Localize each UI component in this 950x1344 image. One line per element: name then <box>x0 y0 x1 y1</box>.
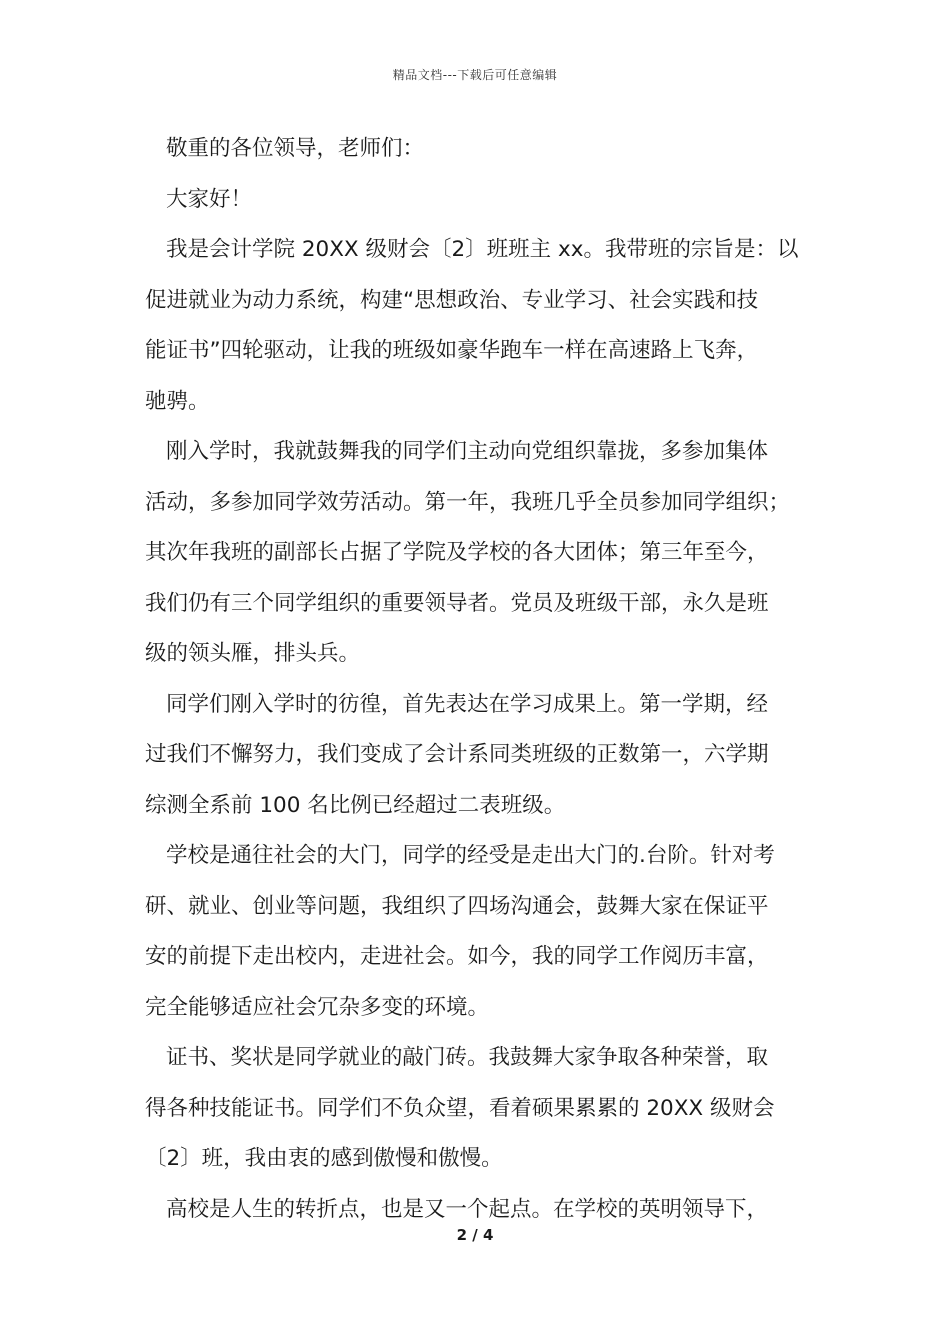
document-body <box>145 124 817 1235</box>
paragraph-greeting <box>145 175 817 226</box>
text-line: 能证书”四轮驱动，让我的班级如豪华跑车一样在高速路上飞奔， <box>145 338 759 363</box>
text-line: 证书、奖状是同学就业的敲门砖。我鼓舞大家争取各种荣誉，取 <box>166 1045 769 1070</box>
text-line: 刚入学时，我就鼓舞我的同学们主动向党组织靠拢，多参加集体 <box>166 439 769 464</box>
text-line: 促进就业为动力系统，构建“思想政治、专业学习、社会实践和技 <box>145 287 759 313</box>
paragraph-social-practice <box>145 831 817 1033</box>
text-line: 高校是人生的转折点，也是又一个起点。在学校的英明领导下， <box>166 1196 769 1222</box>
paragraph-certificates <box>145 1033 817 1185</box>
paragraph-introduction <box>145 225 817 427</box>
text-line: 研、就业、创业等问题，我组织了四场沟通会，鼓舞大家在保证平 <box>145 893 769 919</box>
text-line: 完全能够适应社会冗杂多变的环境。 <box>145 994 490 1020</box>
text-line: 大家好！ <box>166 186 253 212</box>
page-number: 2 / 4 <box>456 1226 494 1244</box>
text-line: 敬重的各位领导，老师们： <box>166 136 425 161</box>
text-line: 得各种技能证书。同学们不负众望，看着硕果累累的 20XX 级财会 <box>145 1095 775 1121</box>
text-line: 级的领头雁，排头兵。 <box>145 641 361 666</box>
text-line: 学校是通往社会的大门，同学的经受是走出大门的.台阶。针对考 <box>166 843 775 868</box>
text-line: 安的前提下走出校内，走进社会。如今，我的同学工作阅历丰富， <box>145 944 769 969</box>
page-header: 精品文档---下载后可任意编辑 <box>392 68 558 82</box>
text-line: 过我们不懈努力，我们变成了会计系同类班级的正数第一，六学期 <box>145 742 769 767</box>
text-line: 〔2〕班，我由衷的感到傲慢和傲慢。 <box>145 1146 503 1171</box>
text-line: 我们仍有三个同学组织的重要领导者。党员及班级干部，永久是班 <box>145 590 769 616</box>
text-line: 其次年我班的副部长占据了学院及学校的各大团体；第三年至今， <box>145 540 769 565</box>
text-line: 同学们刚入学时的彷徨，首先表达在学习成果上。第一学期，经 <box>166 691 769 717</box>
text-line: 驰骋。 <box>145 388 210 414</box>
paragraph-party-organization <box>145 427 817 680</box>
paragraph-academic-results <box>145 680 817 832</box>
text-line: 活动，多参加同学效劳活动。第一年，我班几乎全员参加同学组织； <box>145 489 791 515</box>
text-line: 综测全系前 100 名比例已经超过二表班级。 <box>145 792 566 818</box>
paragraph-salutation <box>145 124 817 175</box>
text-line: 我是会计学院 20XX 级财会〔2〕班班主 xx。我带班的宗旨是：以 <box>166 237 799 262</box>
